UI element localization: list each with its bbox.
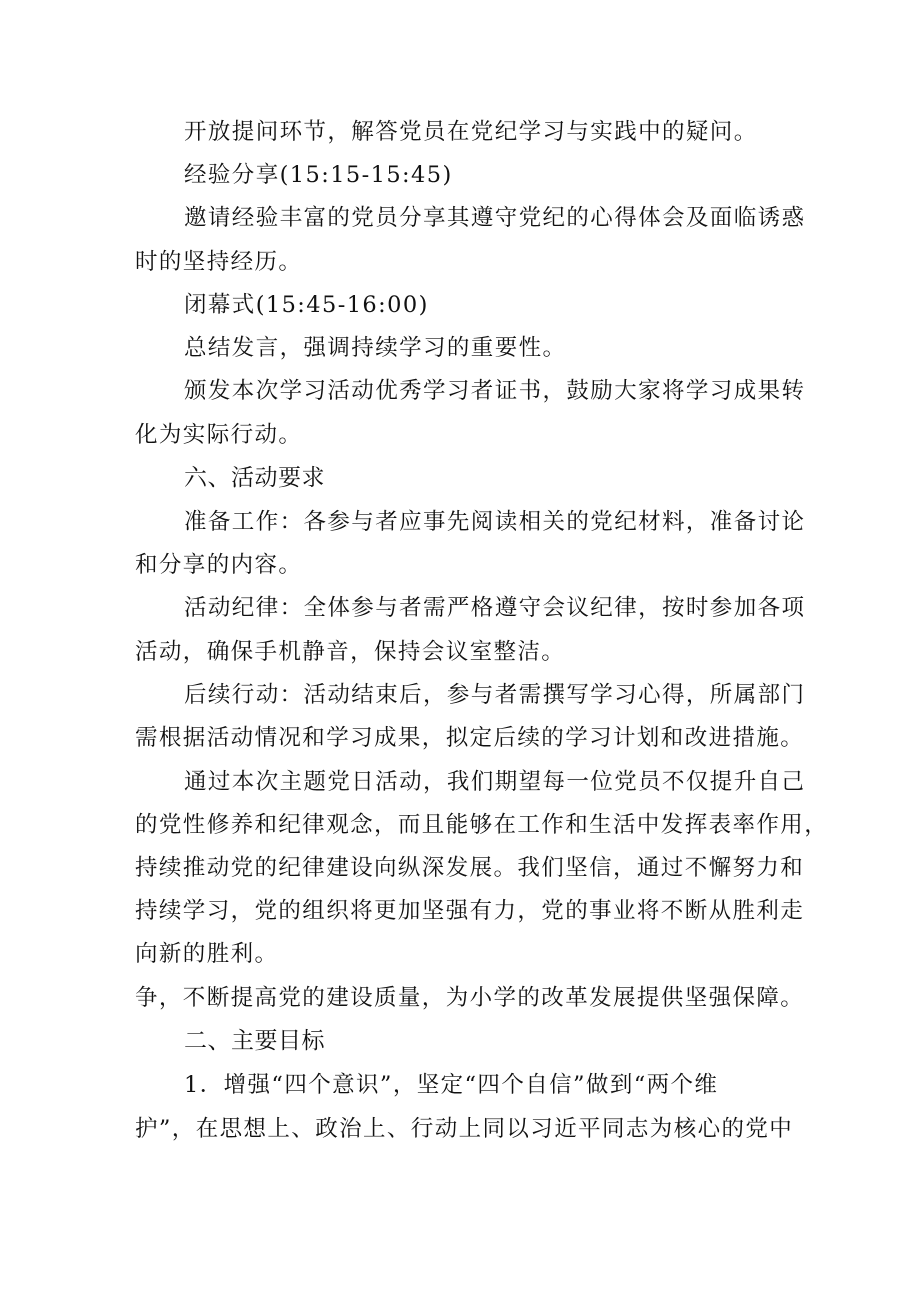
- text-line: 持续学习，党的组织将更加坚强有力，党的事业将不断从胜利走: [135, 898, 805, 924]
- text-line: 颁发本次学习活动优秀学习者证书，鼓励大家将学习成果转: [184, 378, 806, 404]
- text-line: 需根据活动情况和学习成果，拟定后续的学习计划和改进措施。: [135, 725, 805, 751]
- text-line: 的党性修养和纪律观念，而且能够在工作和生活中发挥表率作用，: [135, 812, 829, 838]
- text-line: 持续推动党的纪律建设向纵深发展。我们坚信，通过不懈努力和: [135, 855, 805, 881]
- text-line: 和分享的内容。: [135, 552, 303, 578]
- text-line: 邀请经验丰富的党员分享其遵守党纪的心得体会及面临诱惑: [184, 205, 806, 231]
- text-line: 护”，在思想上、政治上、行动上同以习近平同志为核心的党中: [135, 1116, 794, 1142]
- text-line: 后续行动：活动结束后，参与者需撰写学习心得，所属部门: [184, 682, 806, 708]
- text-line: 1．增强“四个意识”，坚定“四个自信”做到“两个维: [184, 1072, 719, 1098]
- text-line: 通过本次主题党日活动，我们期望每一位党员不仅提升自己: [184, 769, 806, 795]
- text-line: 总结发言，强调持续学习的重要性。: [184, 335, 567, 361]
- text-line: 化为实际行动。: [135, 422, 303, 448]
- text-line: 活动，确保手机静音，保持会议室整洁。: [135, 639, 566, 665]
- text-line: 准备工作：各参与者应事先阅读相关的党纪材料，准备讨论: [184, 509, 806, 535]
- text-line: 向新的胜利。: [135, 941, 279, 967]
- text-line: 争，不断提高党的建设质量，为小学的改革发展提供坚强保障。: [135, 985, 805, 1011]
- text-line: 时的坚持经历。: [135, 249, 303, 275]
- section-heading: 六、活动要求: [184, 465, 325, 491]
- text-line: 活动纪律：全体参与者需严格遵守会议纪律，按时参加各项: [184, 595, 806, 621]
- text-line: 闭幕式(15:45-16:00): [184, 292, 429, 318]
- text-line: 开放提问环节，解答党员在党纪学习与实践中的疑问。: [184, 119, 758, 145]
- text-line: 经验分享(15:15-15:45): [184, 162, 453, 188]
- section-heading: 二、主要目标: [184, 1028, 325, 1054]
